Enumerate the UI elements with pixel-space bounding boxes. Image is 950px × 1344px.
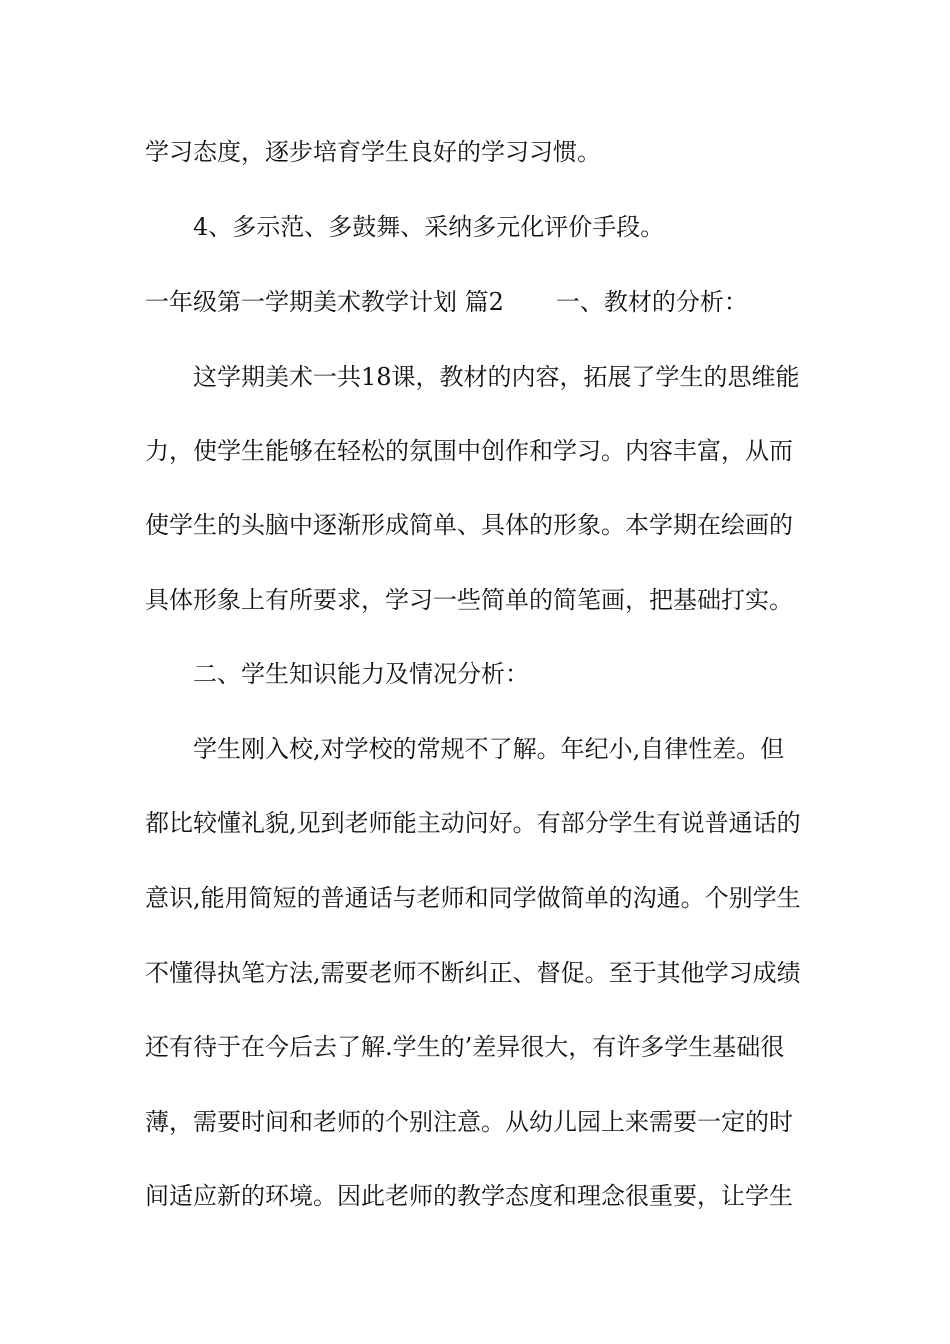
section-subheading: 一、教材的分析： xyxy=(555,288,748,316)
paragraph-line: 使学生的头脑中逐渐形成简单、具体的形象。本学期在绘画的 xyxy=(145,511,793,539)
section-title: 一年级第一学期美术教学计划 篇2 xyxy=(145,288,504,316)
subheading-line: 二、学生知识能力及情况分析： xyxy=(193,660,529,688)
paragraph-line: 4、多示范、多鼓舞、采纳多元化评价手段。 xyxy=(193,213,665,241)
paragraph-line: 学习态度，逐步培育学生良好的学习习惯。 xyxy=(145,138,601,166)
paragraph-line: 具体形象上有所要求，学习一些简单的简笔画，把基础打实。 xyxy=(145,586,793,614)
paragraph-line: 薄，需要时间和老师的个别注意。从幼儿园上来需要一定的时 xyxy=(145,1108,793,1136)
paragraph-line: 学生刚入校,对学校的常规不了解。年纪小,自律性差。但 xyxy=(193,735,785,763)
paragraph-line: 还有待于在今后去了解.学生的’差异很大，有许多学生基础很 xyxy=(145,1033,785,1061)
paragraph-line: 这学期美术一共18课，教材的内容，拓展了学生的思维能 xyxy=(193,363,800,391)
section-heading-line xyxy=(145,287,748,317)
paragraph-line: 不懂得执笔方法,需要老师不断纠正、督促。至于其他学习成绩 xyxy=(145,959,801,987)
paragraph-line: 意识,能用简短的普通话与老师和同学做简单的沟通。个别学生 xyxy=(145,884,801,912)
paragraph-line: 间适应新的环境。因此老师的教学态度和理念很重要，让学生 xyxy=(145,1182,793,1210)
paragraph-line: 都比较懂礼貌,见到老师能主动问好。有部分学生有说普通话的 xyxy=(145,809,801,837)
paragraph-line: 力，使学生能够在轻松的氛围中创作和学习。内容丰富，从而 xyxy=(145,437,793,465)
